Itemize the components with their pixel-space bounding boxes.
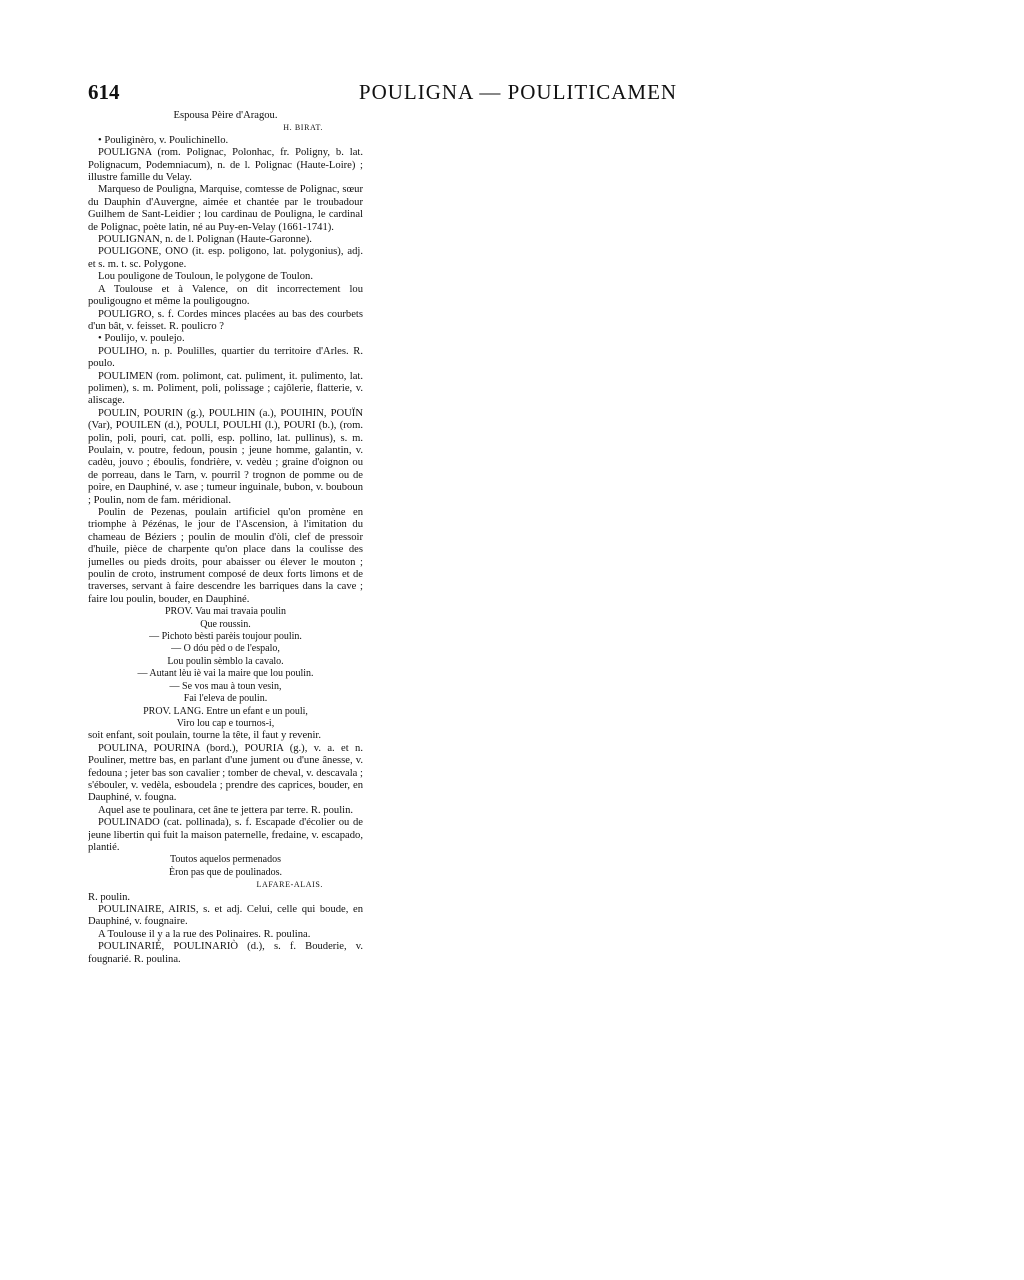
page-header <box>88 80 948 110</box>
verse-line: — O dóu pèd o de l'espalo, <box>171 643 280 655</box>
verse-line: — Se vos mau à toun vesin, <box>169 680 282 692</box>
verse-line: PROV. LANG. Entre un efant e un pouli, <box>143 705 308 717</box>
entry-paragraph: POULIGNAN, n. de l. Polignan (Haute-Garonne). <box>98 234 312 246</box>
verse-line: Lou poulin sèmblo la cavalo. <box>167 655 284 667</box>
citation-author: H. BIRAT. <box>283 123 323 133</box>
entry-paragraph: • Poulijo, v. poulejo. <box>98 333 185 345</box>
verse-line: — Pichoto bèsti parèis toujour poulin. <box>149 631 302 643</box>
verse-line: PROV. Vau mai travaia poulin <box>164 606 286 618</box>
entry-paragraph: POULIGONE, ONO (it. esp. poligono, lat. polygonius), adj. et s. m. t. sc. Polygone. <box>88 246 363 270</box>
verse-line: Èron pas que de poulinados. <box>168 866 283 878</box>
entry-paragraph: R. poulin. <box>88 891 131 903</box>
entry-paragraph: POULINAIRE, AIRIS, s. et adj. Celui, celle qui boude, en Dauphiné, v. fougnaire. <box>88 904 363 928</box>
verse-line: Que roussin. <box>200 618 251 630</box>
verse-line: Fai l'eleva de poulin. <box>183 693 268 705</box>
entry-paragraph: soit enfant, soit poulain, tourne la tête, il faut y revenir. <box>88 730 322 742</box>
entry-paragraph: POULINADO (cat. pollinada), s. f. Escapade d'écolier ou de jeune libertin qui fuit la maison paternelle, fredaine, v. escapado, plantié. <box>88 817 363 853</box>
entry-paragraph: POULIN, POURIN (g.), POULHIN (a.), POUIHIN, POUÏN (Var), POUILEN (d.), POULI, POULHI (l.), POURI (b.), (rom. polin, poli, pouri, cat. polli, esp. pollino, lat. pullinus), s. m. Poulain, v. poutre, fedoun, pousin ; jeune homme, galantin, v. cadèu, jouvo ; éboulis, fondrière, v. vedèu ; graine d'oignon ou de porreau, dans le Tarn, v. pourril ? trognon de pomme ou de poire, en Dauphiné, v. ase ; tumeur inguinale, bubon, v. bouboun ; Poulin, nom de fam. méridional. <box>88 407 363 506</box>
verse-line: Viro lou cap e tournos-i, <box>176 717 275 729</box>
columns <box>88 110 948 1240</box>
entry-paragraph: POULIGNA (rom. Polignac, Polonhac, fr. Poligny, b. lat. Polignacum, Podemniacum), n. de l. Polignac (Haute-Loire) ; illustre famille du Velay. <box>88 147 363 184</box>
entry-paragraph: POULIHO, n. p. Poulilles, quartier du territoire d'Arles. R. poulo. <box>88 345 363 370</box>
verse-line: Toutos aquelos permenados <box>170 854 281 866</box>
entry-paragraph: A Toulouse et à Valence, on dit incorrectement lou pouligougno et même la pouligougno. <box>88 283 363 308</box>
citation-author: LAFARE-ALAIS. <box>256 880 323 890</box>
dictionary-page <box>88 80 948 1240</box>
entry-paragraph: Espousa Pèire d'Aragou. <box>173 110 278 121</box>
entry-paragraph: Marqueso de Pouligna, Marquise, comtesse de Polignac, sœur du Dauphin d'Auvergne, aimée et chantée par le troubadour Guilhem de Sant-Leidier ; lou cardinau de Pouligna, le cardinal de Polignac, poète latin, né au Puy-en-Velay (1661-1741). <box>88 184 363 233</box>
entry-paragraph: • Pouliginèro, v. Poulichinello. <box>98 134 229 146</box>
page-number: 614 <box>88 80 120 104</box>
entry-paragraph: POULINA, POURINA (bord.), POURIA (g.), v. a. et n. Pouliner, mettre bas, en parlant d'une jument ou d'une ânesse, v. fedouna ; jeter bas son cavalier ; tomber de cheval, v. descavala ; s'ébouler, v. vedèla, esboudela ; prendre des caprices, bouder, en Dauphiné, v. fougna. <box>88 742 363 804</box>
entry-paragraph: POULINARIÉ, POULINARIÒ (d.), s. f. Bouderie, v. fougnarié. R. poulina. <box>88 941 363 965</box>
entry-paragraph: Poulin de Pezenas, poulain artificiel qu'on promène en triomphe à Pézénas, le jour de l'Ascension, à l'imitation du chameau de Béziers ; poulin de moulin d'òli, clef de pressoir d'huile, pièce de charpente qu'on place dans la coulisse des jumelles ou pieds droits, pour abaisser ou élever le mouton ; poulin de croto, instrument composé de deux forts limons et de traverses, servant à faire descendre les barriques dans la cave ; faire lou poulin, bouder, en Dauphiné. <box>88 507 363 605</box>
entry-paragraph: POULIMEN (rom. polimont, cat. puliment, it. pulimento, lat. polimen), s. m. Poliment, poli, polissage ; cajôlerie, flatterie, v. aliscage. <box>88 370 363 407</box>
entry-paragraph: Aquel ase te poulinara, cet âne te jettera par terre. R. poulin. <box>98 804 354 816</box>
verse-line: — Autant lèu iè vai la maire que lou poulin. <box>137 668 314 680</box>
entry-paragraph: POULIGRO, s. f. Cordes minces placées au bas des courbets d'un bât, v. feisset. R. poulicro ? <box>88 308 363 332</box>
entry-paragraph: Lou pouligone de Touloun, le polygone de Toulon. <box>98 271 313 283</box>
column-1 <box>88 110 363 1240</box>
running-title: POULIGNA — POULITICAMEN <box>358 80 678 104</box>
entry-paragraph: A Toulouse il y a la rue des Polinaires. R. poulina. <box>98 928 311 940</box>
